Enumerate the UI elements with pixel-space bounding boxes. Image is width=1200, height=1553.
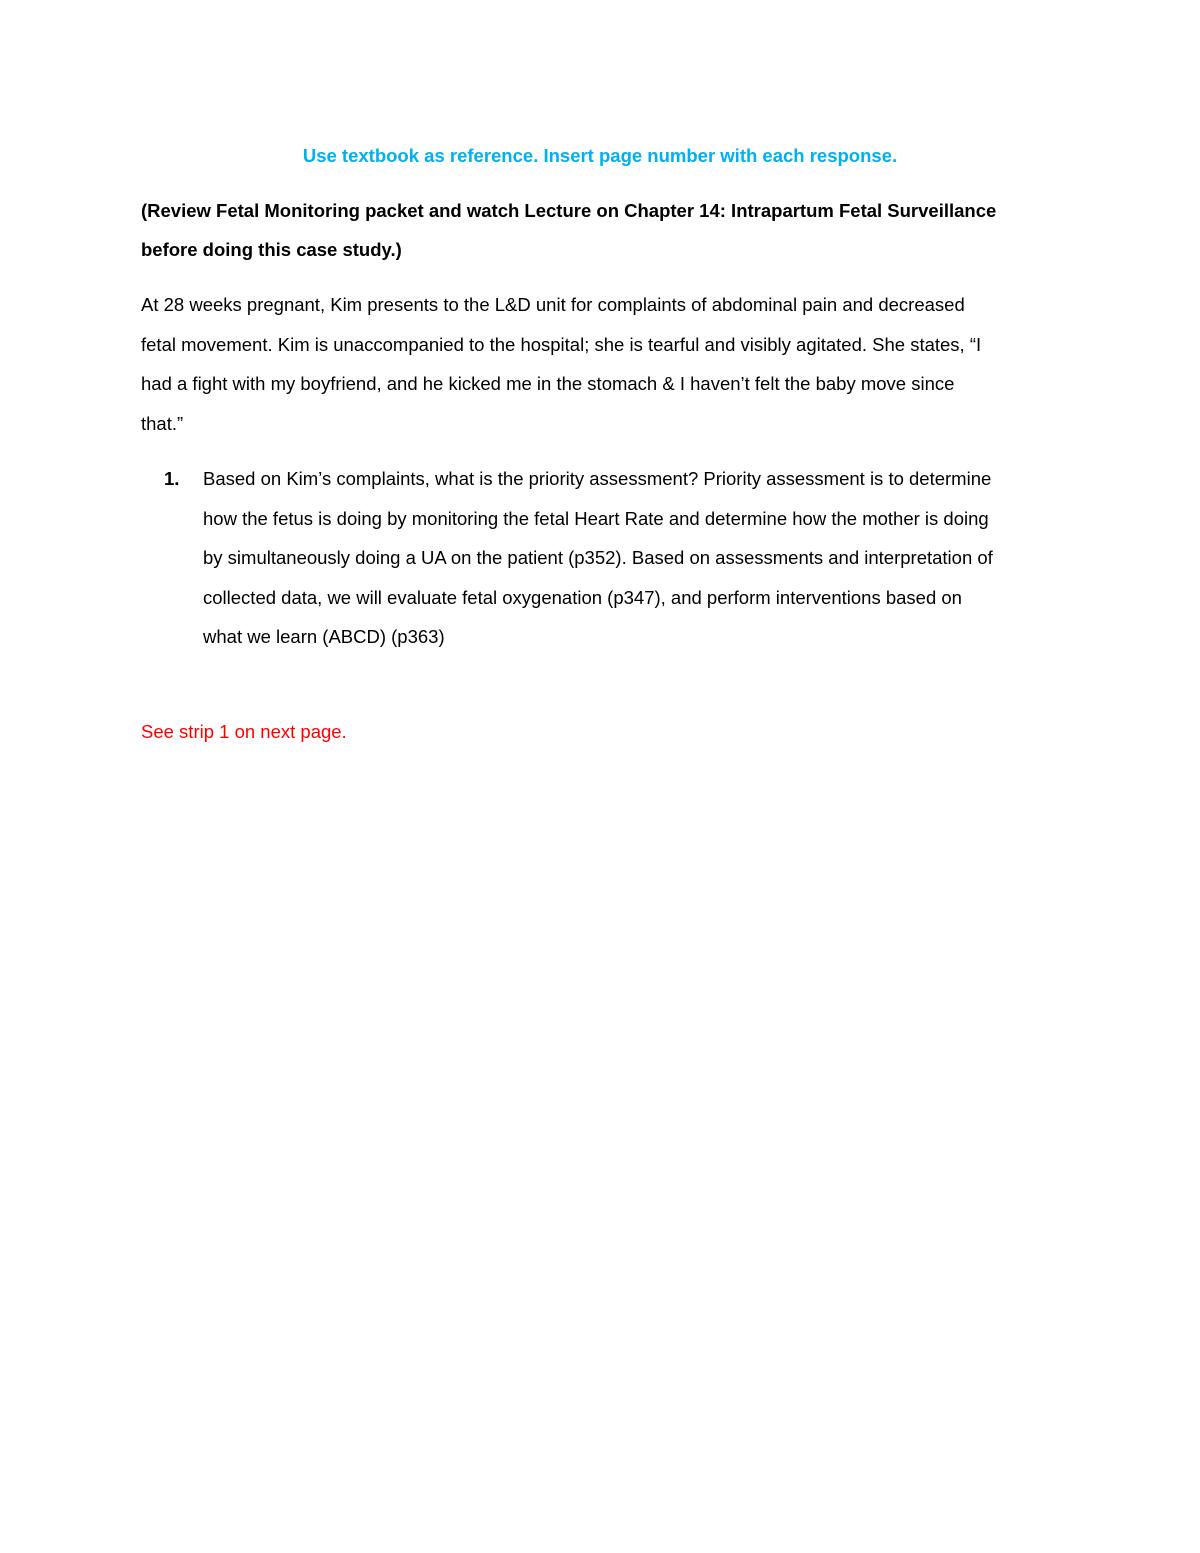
scenario-line-1: At 28 weeks pregnant, Kim presents to the L&D unit for complaints of abdominal pain and decreased: [141, 294, 965, 315]
scenario-line-2: fetal movement. Kim is unaccompanied to the hospital; she is tearful and visibly agitated. She states, “I: [141, 334, 982, 355]
answer-line-4: collected data, we will evaluate fetal oxygenation (p347), and perform interventions based on: [203, 587, 962, 608]
question-line-1: Based on Kim’s complaints, what is the priority assessment? Priority assessment is to determine: [203, 468, 992, 489]
answer-line-2: how the fetus is doing by monitoring the fetal Heart Rate and determine how the mother is doing: [203, 508, 989, 529]
answer-line-3: by simultaneously doing a UA on the patient (p352). Based on assessments and interpretation of: [203, 547, 993, 568]
review-note-line-1: (Review Fetal Monitoring packet and watch Lecture on Chapter 14: Intrapartum Fetal Surveillance: [141, 200, 997, 221]
scenario-line-4: that.”: [141, 413, 184, 434]
answer-line-5: what we learn (ABCD) (p363): [203, 626, 445, 647]
scenario-line-3: had a fight with my boyfriend, and he kicked me in the stomach & I haven’t felt the baby move since: [141, 373, 955, 394]
review-note-line-2: before doing this case study.): [141, 239, 402, 260]
question-number: 1.: [164, 468, 180, 489]
next-page-note: See strip 1 on next page.: [141, 721, 347, 742]
instruction-heading: Use textbook as reference. Insert page number with each response.: [302, 145, 898, 166]
